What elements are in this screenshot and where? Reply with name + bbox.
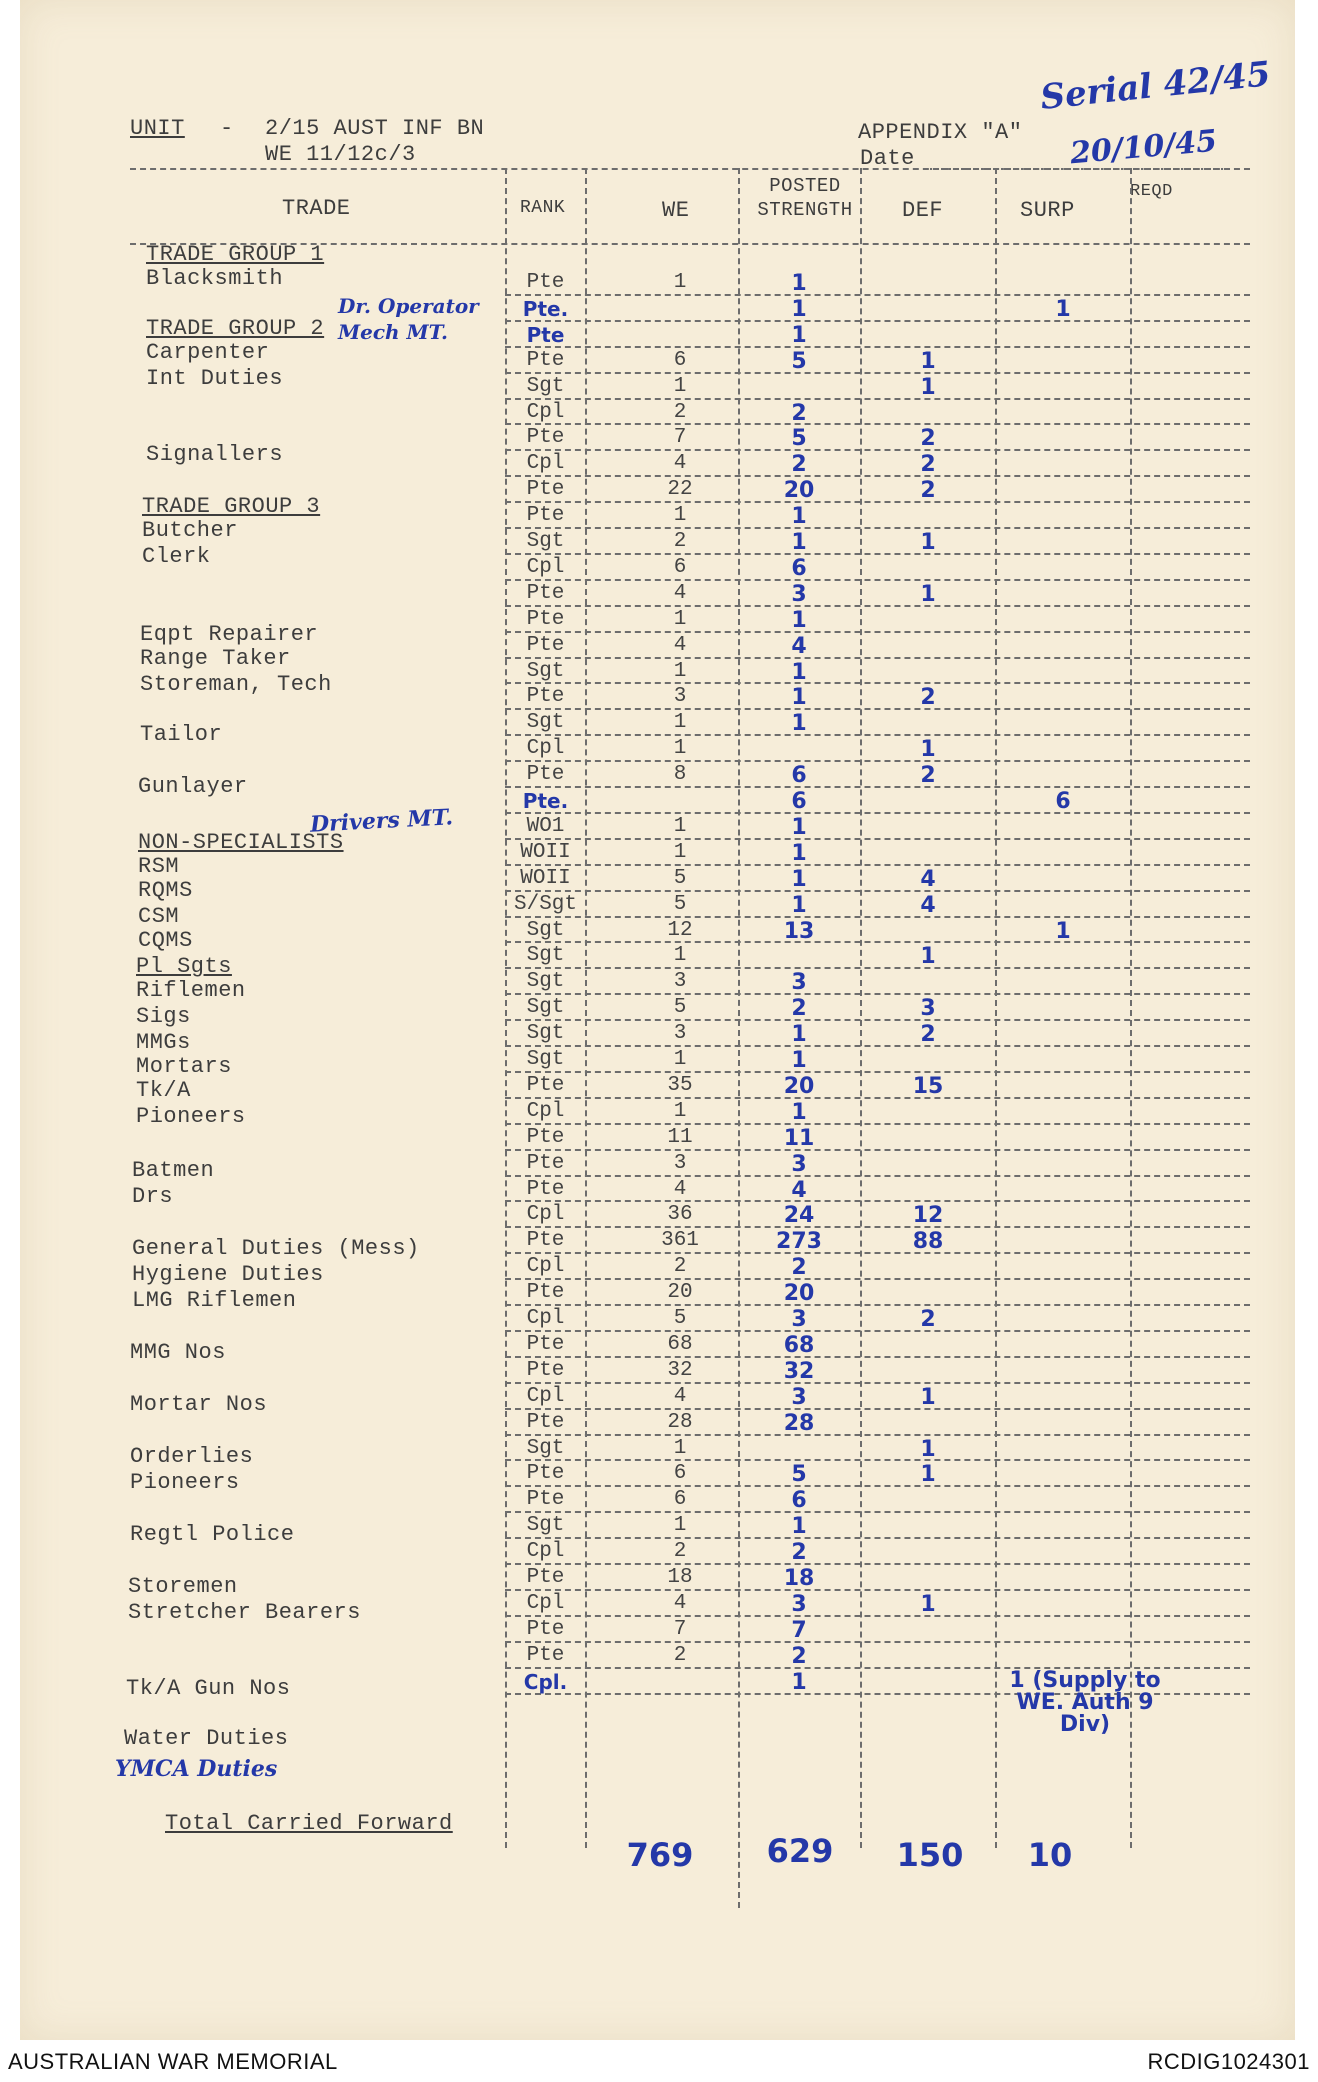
cell-we: 11 xyxy=(667,1125,693,1149)
cell-posted: 1 xyxy=(791,814,807,840)
col-header-reqd: REQD xyxy=(1130,182,1173,201)
cell-we: 1 xyxy=(673,271,687,294)
cell-rank: Pte. xyxy=(522,789,569,813)
trade-line: Gunlayer xyxy=(138,774,248,799)
cell-we: 361 xyxy=(661,1229,699,1253)
total-surp: 10 xyxy=(1027,1836,1073,1874)
cell-def: 3 xyxy=(920,996,936,1022)
cell-surp: 6 xyxy=(1055,789,1071,814)
cell-posted: 20 xyxy=(783,1073,815,1099)
cell-rank: Pte xyxy=(526,607,565,631)
cell-def: 2 xyxy=(920,685,936,711)
trade-line: Riflemen xyxy=(136,978,246,1003)
cell-rank: Sgt xyxy=(526,711,565,735)
cell-we: 5 xyxy=(673,1307,687,1330)
row-rule xyxy=(505,1563,1250,1565)
row-rule xyxy=(505,734,1250,736)
footer-archive-name: AUSTRALIAN WAR MEMORIAL xyxy=(8,2049,338,2074)
cell-we: 35 xyxy=(667,1073,693,1097)
trade-line: Tk/A xyxy=(136,1078,191,1103)
cell-we: 1 xyxy=(673,1514,687,1538)
cell-rank: Cpl xyxy=(526,452,565,476)
col-header-def: DEF xyxy=(902,198,944,223)
row-rule xyxy=(505,864,1250,866)
cell-def: 1 xyxy=(920,1462,936,1488)
cell-posted: 1 xyxy=(791,1048,807,1073)
row-rule xyxy=(505,657,1250,659)
cell-posted: 13 xyxy=(783,918,815,944)
row-rule xyxy=(505,294,1250,296)
cell-we: 28 xyxy=(667,1410,693,1434)
col-header-trade: TRADE xyxy=(282,196,351,221)
cell-posted: 2 xyxy=(791,1643,807,1669)
cell-def: 1 xyxy=(920,737,936,763)
cell-posted: 6 xyxy=(791,763,807,789)
cell-posted: 5 xyxy=(791,426,807,452)
cell-posted: 1 xyxy=(791,322,807,348)
row-rule xyxy=(505,1511,1250,1513)
trade-line: Drs xyxy=(132,1184,174,1209)
trade-line: Tk/A Gun Nos xyxy=(126,1676,291,1701)
total-label: Total Carried Forward xyxy=(165,1811,453,1836)
cell-rank: Pte xyxy=(526,1073,565,1097)
cell-posted: 1 xyxy=(791,840,807,866)
cell-rank: Cpl xyxy=(526,1203,565,1227)
footer-archive-id: RCDIG1024301 xyxy=(1147,2049,1310,2074)
cell-we: 6 xyxy=(673,1488,687,1512)
unit-dash: - xyxy=(220,116,234,141)
cell-rank: Sgt xyxy=(526,996,565,1020)
cell-def: 1 xyxy=(920,1591,936,1617)
trade-line: Int Duties xyxy=(146,366,284,391)
cell-posted: 2 xyxy=(791,400,807,426)
trade-line: CSM xyxy=(138,904,180,929)
row-rule xyxy=(505,1175,1250,1177)
cell-rank: Pte xyxy=(526,1566,565,1589)
cell-def: 2 xyxy=(920,1022,936,1048)
trade-line: Mortar Nos xyxy=(130,1392,268,1417)
unit-name: 2/15 AUST INF BN xyxy=(265,116,485,141)
cell-we: 5 xyxy=(673,866,687,890)
cell-posted: 1 xyxy=(791,296,807,322)
cell-posted: 7 xyxy=(791,1617,807,1643)
cell-rank: Cpl xyxy=(526,1384,565,1408)
trade-line: Mortars xyxy=(136,1054,232,1079)
cell-we: 4 xyxy=(673,633,687,657)
trade-line: Hygiene Duties xyxy=(132,1262,324,1287)
cell-rank: Pte xyxy=(526,581,565,605)
cell-def: 1 xyxy=(920,1436,936,1462)
col-header-surp: SURP xyxy=(1020,198,1075,223)
cell-rank: Pte xyxy=(526,1229,565,1253)
cell-we: 2 xyxy=(673,1540,687,1564)
trade-line: LMG Riflemen xyxy=(132,1288,297,1313)
cell-posted: 1 xyxy=(791,1669,807,1695)
cell-posted: 3 xyxy=(791,1307,807,1332)
total-posted: 629 xyxy=(766,1832,834,1870)
cell-posted: 4 xyxy=(791,633,807,659)
cell-def: 2 xyxy=(920,478,936,504)
row-rule xyxy=(505,1071,1250,1073)
cell-we: 5 xyxy=(673,892,687,916)
cell-rank: Pte xyxy=(526,478,565,502)
document-sheet xyxy=(20,0,1295,2040)
cell-surp: 1 xyxy=(1055,918,1071,944)
trade-line: Sigs xyxy=(136,1004,191,1029)
cell-posted: 5 xyxy=(791,1462,807,1488)
trade-line: Batmen xyxy=(132,1158,215,1183)
cell-posted: 20 xyxy=(783,478,815,504)
trade-line: Stretcher Bearers xyxy=(128,1600,361,1625)
row-rule xyxy=(505,1200,1250,1202)
cell-rank: Sgt xyxy=(526,659,565,683)
cell-we: 18 xyxy=(667,1566,693,1589)
trade-line: Storemen xyxy=(128,1574,238,1599)
cell-rank: Pte xyxy=(526,1488,565,1512)
cell-we: 68 xyxy=(667,1332,693,1356)
cell-rank: Pte. xyxy=(522,296,569,321)
cell-posted: 1 xyxy=(791,504,807,530)
trade-line: Pioneers xyxy=(130,1470,240,1495)
trade-line: Carpenter xyxy=(146,340,270,365)
row-rule xyxy=(505,838,1250,840)
cell-we: 4 xyxy=(673,1177,687,1201)
trade-line: CQMS xyxy=(138,928,193,953)
cell-def: 88 xyxy=(912,1229,944,1255)
row-rule xyxy=(505,527,1250,529)
cell-we: 32 xyxy=(667,1358,693,1382)
cell-rank: Pte xyxy=(526,1151,565,1175)
cell-we: 1 xyxy=(673,840,687,864)
row-rule xyxy=(505,682,1250,684)
cell-posted: 68 xyxy=(783,1332,815,1358)
trade-line: Pl Sgts xyxy=(136,954,232,979)
cell-posted: 2 xyxy=(791,996,807,1022)
cell-posted: 1 xyxy=(791,1022,807,1048)
cell-rank: Cpl xyxy=(526,400,565,424)
cell-we: 4 xyxy=(673,1591,687,1615)
cell-posted: 4 xyxy=(791,1177,807,1203)
cell-we: 1 xyxy=(673,1436,687,1460)
cell-we: 2 xyxy=(673,1643,687,1667)
trade-line: TRADE GROUP 3 xyxy=(142,494,321,519)
cell-def: 12 xyxy=(912,1203,944,1229)
cell-posted: 1 xyxy=(791,1514,807,1540)
row-rule xyxy=(505,1356,1250,1358)
row-rule xyxy=(505,1537,1250,1539)
cell-posted: 6 xyxy=(791,789,807,814)
cell-def: 1 xyxy=(920,348,936,374)
cell-def: 1 xyxy=(920,944,936,970)
trade-line: Butcher xyxy=(142,518,238,543)
cell-we: 1 xyxy=(673,504,687,528)
cell-surp: 1 xyxy=(1055,296,1071,322)
cell-rank: Pte xyxy=(526,426,565,450)
cell-posted: 1 xyxy=(791,530,807,555)
cell-rank: Pte xyxy=(526,504,565,528)
cell-rank: Sgt xyxy=(526,918,565,942)
cell-rank: S/Sgt xyxy=(513,892,577,916)
cell-we: 1 xyxy=(673,737,687,761)
trade-line: MMG Nos xyxy=(130,1340,226,1365)
trade-line: RQMS xyxy=(138,878,193,903)
cell-rank: Cpl xyxy=(526,1591,565,1615)
date-label: Date xyxy=(860,146,915,171)
cell-we: 22 xyxy=(667,478,693,502)
cell-posted: 1 xyxy=(791,866,807,892)
cell-posted: 3 xyxy=(791,1384,807,1410)
col-header-posted: POSTED STRENGTH xyxy=(757,175,853,221)
cell-rank: Pte xyxy=(526,685,565,709)
cell-posted: 3 xyxy=(791,581,807,607)
cell-we: 1 xyxy=(673,1099,687,1123)
cell-rank: WO1 xyxy=(526,814,565,838)
trade-line: Orderlies xyxy=(130,1444,254,1469)
cell-we: 6 xyxy=(673,348,687,372)
trade-line: Eqpt Repairer xyxy=(140,622,319,647)
cell-we: 6 xyxy=(673,1462,687,1486)
cell-we: 4 xyxy=(673,452,687,476)
cell-rank: Pte xyxy=(526,1332,565,1356)
cell-we: 1 xyxy=(673,944,687,968)
appendix-title: APPENDIX "A" xyxy=(858,120,1023,145)
cell-we: 1 xyxy=(673,607,687,631)
cell-rank: Sgt xyxy=(526,1436,565,1460)
cell-we: 1 xyxy=(673,814,687,838)
trade-line: MMGs xyxy=(136,1030,191,1055)
cell-posted: 3 xyxy=(791,1151,807,1177)
row-rule xyxy=(505,631,1250,633)
trade-line: Clerk xyxy=(142,544,211,569)
row-rule xyxy=(505,346,1250,348)
trade-line: Storeman, Tech xyxy=(140,672,332,697)
cell-rank: Pte xyxy=(526,1462,565,1486)
cell-rank: Sgt xyxy=(526,1048,565,1071)
cell-we: 4 xyxy=(673,581,687,605)
cell-rank: WOII xyxy=(520,866,571,890)
cell-rank: Sgt xyxy=(526,530,565,553)
trade-line: Signallers xyxy=(146,442,284,467)
row-rule xyxy=(505,941,1250,943)
cell-we: 3 xyxy=(673,685,687,709)
row-rule xyxy=(505,320,1250,322)
cell-posted: 2 xyxy=(791,452,807,478)
cell-rank: Pte xyxy=(526,1617,565,1641)
trade-line: Range Taker xyxy=(140,646,291,671)
cell-rank: Cpl xyxy=(526,1307,565,1330)
cell-rank: Cpl xyxy=(526,737,565,761)
cell-posted: 1 xyxy=(791,607,807,633)
cell-posted: 1 xyxy=(791,1099,807,1125)
cell-we: 1 xyxy=(673,374,687,398)
cell-posted: 3 xyxy=(791,1591,807,1617)
total-def: 150 xyxy=(896,1836,964,1874)
row-rule xyxy=(505,1149,1250,1151)
cell-def: 2 xyxy=(920,452,936,478)
cell-rank: Pte xyxy=(526,1125,565,1149)
cell-rank: Pte xyxy=(526,348,565,372)
date-handwritten: 20/10/45 xyxy=(1068,123,1219,172)
row-rule xyxy=(505,1589,1250,1591)
cell-we: 7 xyxy=(673,1617,687,1641)
cell-rank: Sgt xyxy=(526,970,565,994)
trade-line: General Duties (Mess) xyxy=(132,1236,420,1261)
cell-surp: 1 (Supply to WE. Auth 9 Div) xyxy=(1009,1667,1161,1737)
cell-def: 1 xyxy=(920,530,936,555)
cell-we: 1 xyxy=(673,659,687,683)
cell-rank: Pte xyxy=(526,271,565,294)
cell-we: 4 xyxy=(673,1384,687,1408)
cell-posted: 1 xyxy=(791,892,807,918)
cell-rank: Sgt xyxy=(526,1514,565,1538)
serial-handwritten: Serial 42/45 xyxy=(1038,54,1273,118)
cell-rank: Cpl xyxy=(526,555,565,579)
cell-posted: 6 xyxy=(791,1488,807,1514)
cell-we: 2 xyxy=(673,1255,687,1279)
cell-posted: 2 xyxy=(791,1540,807,1566)
row-rule xyxy=(505,1641,1250,1643)
row-rule xyxy=(505,1278,1250,1280)
cell-def: 2 xyxy=(920,426,936,452)
row-rule xyxy=(505,1304,1250,1306)
cell-posted: 1 xyxy=(791,685,807,711)
cell-we: 3 xyxy=(673,1151,687,1175)
cell-rank: Cpl. xyxy=(523,1669,568,1694)
trade-line: Regtl Police xyxy=(130,1522,295,1547)
cell-we: 12 xyxy=(667,918,693,942)
cell-posted: 24 xyxy=(783,1203,815,1229)
cell-def: 1 xyxy=(920,1384,936,1410)
trade-line: Pioneers xyxy=(136,1104,246,1129)
cell-posted: 5 xyxy=(791,348,807,374)
cell-we: 20 xyxy=(667,1281,693,1305)
total-we: 769 xyxy=(626,1836,694,1874)
row-rule xyxy=(505,812,1250,814)
cell-posted: 1 xyxy=(791,271,807,296)
trade-line: Tailor xyxy=(140,722,223,747)
cell-rank: Cpl xyxy=(526,1255,565,1279)
grp2-note-2: Mech MT. xyxy=(338,320,448,344)
row-rule xyxy=(505,423,1250,425)
trade-line: NON-SPECIALISTS xyxy=(138,830,344,855)
cell-rank: Sgt xyxy=(526,374,565,398)
cell-rank: Sgt xyxy=(526,944,565,968)
cell-rank: WOII xyxy=(520,840,571,864)
cell-def: 1 xyxy=(920,581,936,607)
grp2-note-1: Dr. Operator xyxy=(338,294,479,318)
trade-line: Water Duties xyxy=(124,1726,289,1751)
cell-posted: 18 xyxy=(783,1566,815,1591)
cell-we: 5 xyxy=(673,996,687,1020)
ymca-note: YMCA Duties xyxy=(115,1756,278,1782)
cell-posted: 273 xyxy=(776,1229,822,1255)
cell-rank: Pte xyxy=(526,1358,565,1382)
trade-line: Blacksmith xyxy=(146,266,284,291)
trade-line: TRADE GROUP 2 xyxy=(146,316,325,341)
cell-posted: 32 xyxy=(783,1358,815,1384)
cell-def: 2 xyxy=(920,763,936,789)
cell-rank: Pte xyxy=(526,1410,565,1434)
cell-posted: 6 xyxy=(791,555,807,581)
cell-we: 36 xyxy=(667,1203,693,1227)
cell-posted: 28 xyxy=(783,1410,815,1436)
row-rule xyxy=(505,579,1250,581)
cell-we: 1 xyxy=(673,1048,687,1071)
cell-rank: Pte xyxy=(526,763,565,787)
trade-line: TRADE GROUP 1 xyxy=(146,242,325,267)
cell-rank: Pte xyxy=(526,1643,565,1667)
cell-posted: 11 xyxy=(783,1125,815,1151)
cell-we: 2 xyxy=(673,400,687,424)
unit-label: UNIT xyxy=(130,116,185,141)
col-header-rank: RANK xyxy=(520,198,566,218)
cell-posted: 3 xyxy=(791,970,807,996)
cell-rank: Cpl xyxy=(526,1099,565,1123)
cell-rank: Pte xyxy=(526,1177,565,1201)
cell-we: 3 xyxy=(673,970,687,994)
cell-def: 4 xyxy=(920,892,936,918)
cell-we: 8 xyxy=(673,763,687,787)
cell-posted: 1 xyxy=(791,659,807,685)
cell-def: 4 xyxy=(920,866,936,892)
cell-posted: 2 xyxy=(791,1255,807,1281)
cell-def: 2 xyxy=(920,1307,936,1332)
cell-we: 7 xyxy=(673,426,687,450)
cell-rank: Cpl xyxy=(526,1540,565,1564)
cell-rank: Pte xyxy=(526,1281,565,1305)
cell-rank: Sgt xyxy=(526,1022,565,1046)
cell-def: 15 xyxy=(912,1073,944,1099)
col-header-we: WE xyxy=(662,198,690,223)
cell-we: 6 xyxy=(673,555,687,579)
drivers-note: Drivers MT. xyxy=(309,804,454,838)
row-rule xyxy=(505,1123,1250,1125)
cell-we: 1 xyxy=(673,711,687,735)
trade-line: RSM xyxy=(138,854,180,879)
cell-posted: 1 xyxy=(791,711,807,737)
cell-posted: 20 xyxy=(783,1281,815,1307)
row-rule xyxy=(505,993,1250,995)
cell-rank: Pte xyxy=(526,633,565,657)
row-rule xyxy=(505,1434,1250,1436)
cell-we: 2 xyxy=(673,530,687,553)
we-reference: WE 11/12c/3 xyxy=(265,142,416,167)
cell-we: 3 xyxy=(673,1022,687,1046)
row-rule xyxy=(505,1382,1250,1384)
cell-rank: Pte xyxy=(526,322,565,347)
cell-def: 1 xyxy=(920,374,936,400)
